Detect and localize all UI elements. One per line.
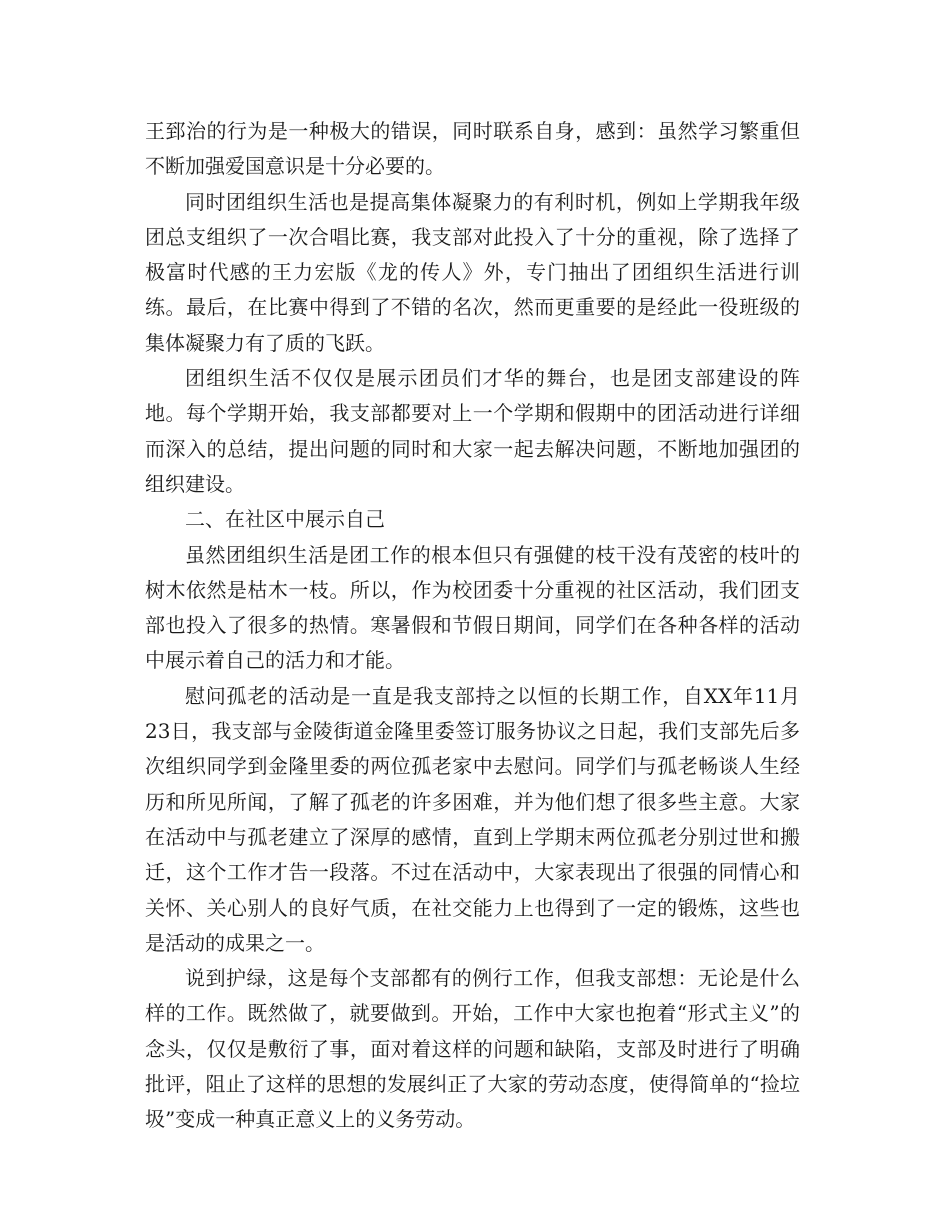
document-body: [145, 114, 800, 1138]
paragraph-chorus-competition: 同时团组织生活也是提高集体凝聚力的有利时机，例如上学期我年级团总支组织了一次合唱比赛，我支部对此投入了十分的重视，除了选择了极富时代感的王力宏版《龙的传人》外，专门抽出了团组织生活进行训练。最后，在比赛中得到了不错的名次，然而更重要的是经此一役班级的集体凝聚力有了质的飞跃。: [145, 189, 800, 355]
section-heading-community: 二、在社区中展示自己: [185, 507, 385, 532]
paragraph-organization-building: 团组织生活不仅仅是展示团员们才华的舞台，也是团支部建设的阵地。每个学期开始，我支部都要对上一个学期和假期中的团活动进行详细而深入的总结，提出问题的同时和大家一起去解决问题，不断地加强团的组织建设。: [145, 366, 800, 496]
paragraph-continued: 王郅治的行为是一种极大的错误，同时联系自身，感到：虽然学习繁重但不断加强爱国意识是十分必要的。: [145, 119, 800, 179]
paragraph-elderly-visits: 慰问孤老的活动是一直是我支部持之以恒的长期工作，自XX年11月23日，我支部与金陵街道金隆里委签订服务协议之日起，我们支部先后多次组织同学到金隆里委的两位孤老家中去慰问。同学们与孤老畅谈人生经历和所见所闻，了解了孤老的许多困难，并为他们想了很多些主意。大家在活动中与孤老建立了深厚的感情，直到上学期末两位孤老分别过世和搬迁，这个工作才告一段落。不过在活动中，大家表现出了很强的同情心和关怀、关心别人的良好气质，在社交能力上也得到了一定的锻炼，这些也是活动的成果之一。: [145, 683, 800, 955]
paragraph-green-protection: 说到护绿，这是每个支部都有的例行工作，但我支部想：无论是什么样的工作。既然做了，就要做到。开始，工作中大家也抱着“形式主义”的念头，仅仅是敷衍了事，面对着这样的问题和缺陷，支部及时进行了明确批评，阻止了这样的思想的发展纠正了大家的劳动态度，使得简单的“捡垃圾”变成一种真正意义上的义务劳动。: [145, 966, 800, 1132]
paragraph-community-activities: 虽然团组织生活是团工作的根本但只有强健的枝干没有茂密的枝叶的树木依然是枯木一枝。所以，作为校团委十分重视的社区活动，我们团支部也投入了很多的热情。寒暑假和节假日期间，同学们在各种各样的活动中展示着自己的活力和才能。: [145, 542, 800, 673]
